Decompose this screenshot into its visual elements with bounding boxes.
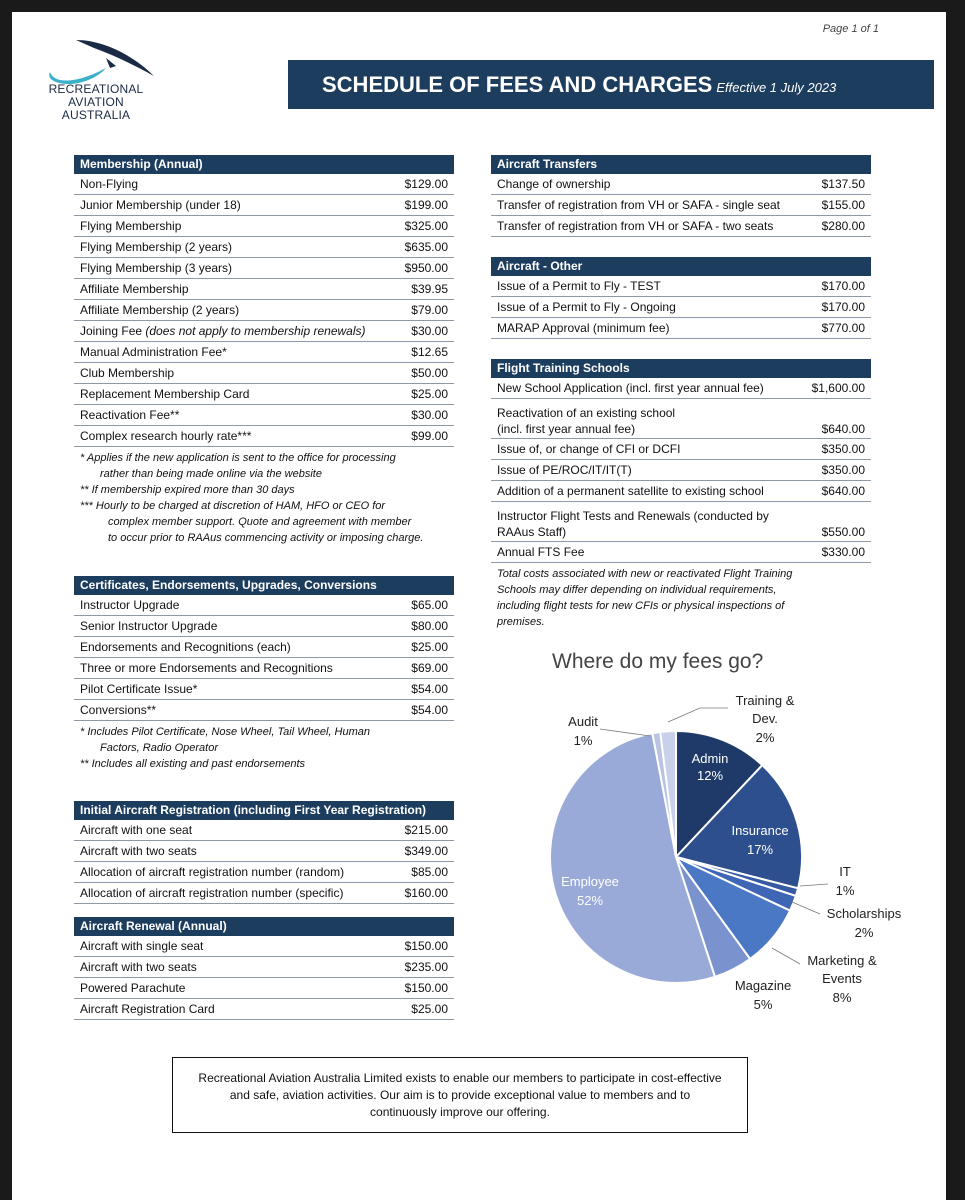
fee-value: $350.00	[821, 463, 865, 477]
fee-label: Powered Parachute	[80, 981, 186, 995]
fee-value: $199.00	[404, 198, 448, 212]
fee-label: Club Membership	[80, 366, 175, 380]
fee-label: Instructor Flight Tests and Renewals (conducted by RAAus Staff)	[497, 509, 769, 539]
fee-value: $150.00	[404, 981, 448, 995]
certificates-notes: * Includes Pilot Certificate, Nose Wheel, Tail Wheel, Human Factors, Radio Operator ** Includes all existing and past endorsements	[80, 726, 370, 770]
pie-label-admin: Admin 12%	[691, 751, 729, 783]
fee-value: $350.00	[821, 442, 865, 456]
fee-label: Issue of PE/ROC/IT/IT(T)	[497, 463, 632, 477]
fts-notes: Total costs associated with new or reactivated Flight Training Schools may differ depending on individual requirements, including flight tests for new CFIs or physical inspections of premises.	[497, 568, 793, 628]
fee-value: $640.00	[821, 422, 865, 436]
fee-label: Transfer of registration from VH or SAFA - two seats	[497, 219, 774, 233]
section-header: Membership (Annual)	[74, 155, 454, 174]
fee-value: $635.00	[404, 240, 448, 254]
fee-label: Change of ownership	[497, 177, 611, 191]
fee-label: Affiliate Membership (2 years)	[80, 303, 240, 317]
fee-value: $170.00	[821, 279, 865, 293]
fee-label: Flying Membership	[80, 219, 182, 233]
fee-label: Conversions**	[80, 703, 157, 717]
fee-label: Senior Instructor Upgrade	[80, 619, 218, 633]
fee-label: Joining Fee (does not apply to membership renewals)	[80, 324, 366, 338]
fee-value: $950.00	[404, 261, 448, 275]
fee-label: Addition of a permanent satellite to existing school	[497, 484, 764, 498]
fee-value: $25.00	[411, 387, 448, 401]
fee-label: Aircraft with two seats	[80, 844, 197, 858]
fee-value: $160.00	[404, 886, 448, 900]
pie-label-it: IT 1%	[835, 864, 855, 898]
section-header: Initial Aircraft Registration (including First Year Registration)	[74, 801, 454, 820]
fee-label: Replacement Membership Card	[80, 387, 250, 401]
fee-value: $280.00	[821, 219, 865, 233]
fee-label: Aircraft Registration Card	[80, 1002, 215, 1016]
document-title: SCHEDULE OF FEES AND CHARGES	[322, 72, 713, 97]
fee-label: Aircraft with two seats	[80, 960, 197, 974]
fee-label: Instructor Upgrade	[80, 598, 180, 612]
fee-label: Manual Administration Fee*	[80, 345, 227, 359]
fee-value: $25.00	[411, 1002, 448, 1016]
section-header: Flight Training Schools	[491, 359, 871, 378]
fee-value: $54.00	[411, 703, 448, 717]
fee-label: Flying Membership (2 years)	[80, 240, 233, 254]
pie-label-insurance: Insurance 17%	[731, 823, 789, 857]
pie-label-employee: Employee 52%	[561, 874, 619, 908]
fee-value: $50.00	[411, 366, 448, 380]
fee-label: Issue of a Permit to Fly - TEST	[497, 279, 661, 293]
fee-label: Three or more Endorsements and Recognitions	[80, 661, 333, 675]
fee-value: $85.00	[411, 865, 448, 879]
fee-label: Junior Membership (under 18)	[80, 198, 241, 212]
chart-title: Where do my fees go?	[552, 650, 764, 673]
footer-mission-statement: Recreational Aviation Australia Limited exists to enable our members to participate in cost-effective and safe, aviation activities. Our aim is to provide exceptional value to members and to continuously improve our offering.	[172, 1057, 748, 1133]
fee-value: $330.00	[821, 545, 865, 559]
section-header: Aircraft - Other	[491, 257, 871, 276]
fee-value: $79.00	[411, 303, 448, 317]
fee-value: $235.00	[404, 960, 448, 974]
fee-value: $99.00	[411, 429, 448, 443]
fee-label: Pilot Certificate Issue*	[80, 682, 198, 696]
fee-value: $137.50	[821, 177, 865, 191]
fee-label: Allocation of aircraft registration number (random)	[80, 865, 345, 879]
fee-value: $770.00	[821, 321, 865, 335]
fee-value: $39.95	[411, 282, 448, 296]
fee-label: MARAP Approval (minimum fee)	[497, 321, 670, 335]
fee-value: $12.65	[411, 345, 448, 359]
fee-value: $215.00	[404, 823, 448, 837]
fee-value: $65.00	[411, 598, 448, 612]
pie-label-training: Training & Dev. 2%	[735, 693, 795, 745]
section-header: Certificates, Endorsements, Upgrades, Conversions	[74, 576, 454, 595]
fee-label: New School Application (incl. first year annual fee)	[497, 381, 764, 395]
fee-label: Reactivation of an existing school (incl. first year annual fee)	[497, 406, 676, 436]
fee-label: Issue of a Permit to Fly - Ongoing	[497, 300, 676, 314]
fee-label: Aircraft with one seat	[80, 823, 193, 837]
fee-value: $54.00	[411, 682, 448, 696]
fee-label: Affiliate Membership	[80, 282, 189, 296]
fee-value: $1,600.00	[811, 381, 865, 395]
logo-text: RECREATIONAL AVIATION AUSTRALIA	[48, 82, 144, 122]
page-number: Page 1 of 1	[822, 23, 879, 35]
fee-value: $80.00	[411, 619, 448, 633]
pie-label-audit: Audit 1%	[568, 714, 598, 748]
fee-label: Reactivation Fee**	[80, 408, 180, 422]
pie-label-magazine: Magazine 5%	[734, 978, 792, 1012]
fee-value: $170.00	[821, 300, 865, 314]
fee-value: $150.00	[404, 939, 448, 953]
fee-value: $30.00	[411, 324, 448, 338]
fee-value: $640.00	[821, 484, 865, 498]
fee-value: $349.00	[404, 844, 448, 858]
pie-label-marketing: Marketing & Events 8%	[807, 953, 877, 1005]
section-header: Aircraft Renewal (Annual)	[74, 917, 454, 936]
section-header: Aircraft Transfers	[491, 155, 871, 174]
fee-label: Complex research hourly rate***	[80, 429, 252, 443]
effective-date: Effective 1 July 2023	[716, 80, 837, 95]
fee-label: Non-Flying	[80, 177, 139, 191]
fee-label: Issue of, or change of CFI or DCFI	[497, 442, 681, 456]
fee-label: Allocation of aircraft registration number (specific)	[80, 886, 344, 900]
pie-label-scholarships: Scholarships 2%	[826, 906, 902, 940]
fee-value: $25.00	[411, 640, 448, 654]
fee-value: $550.00	[821, 525, 865, 539]
fee-label: Transfer of registration from VH or SAFA - single seat	[497, 198, 780, 212]
fee-value: $30.00	[411, 408, 448, 422]
fee-value: $325.00	[404, 219, 448, 233]
fee-value: $129.00	[404, 177, 448, 191]
membership-notes: * Applies if the new application is sent to the office for processing rather than being made online via the website ** If membership expired more than 30 days *** Hourly to be charged at discretion of HAM, HFO or CEO for complex member support. Quote and agreement with member to occur prior to RAAus commencing activity or imposing charge.	[80, 452, 424, 544]
fee-value: $155.00	[821, 198, 865, 212]
fee-label: Flying Membership (3 years)	[80, 261, 233, 275]
fee-label: Aircraft with single seat	[80, 939, 204, 953]
fee-label: Annual FTS Fee	[497, 545, 585, 559]
fee-value: $69.00	[411, 661, 448, 675]
fee-label: Endorsements and Recognitions (each)	[80, 640, 291, 654]
